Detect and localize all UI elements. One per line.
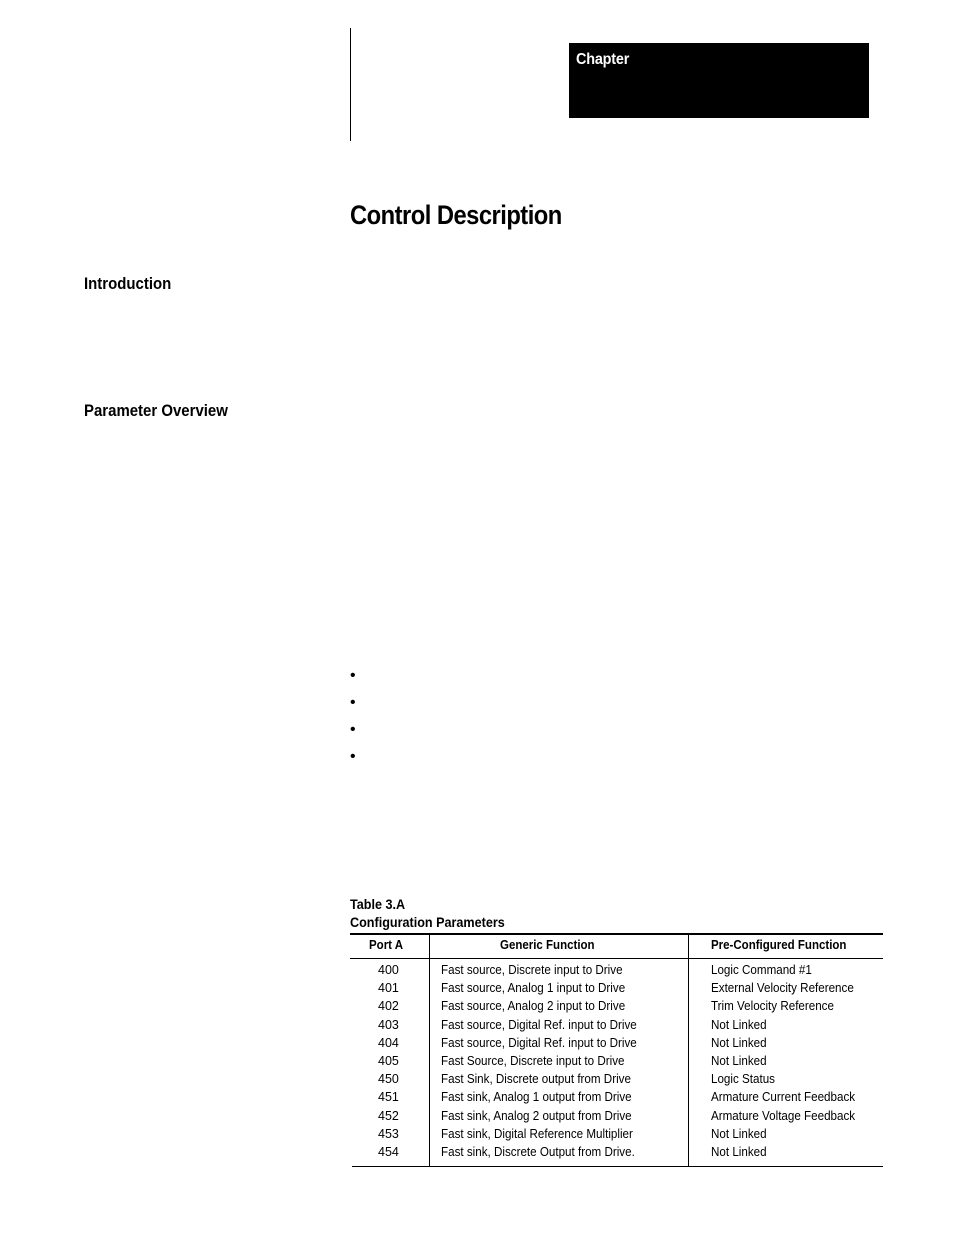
- port-cell: 405: [378, 1053, 399, 1068]
- generic-function-cell: Fast source, Analog 1 input to Drive: [441, 981, 626, 996]
- table-title: Configuration Parameters: [350, 914, 505, 930]
- generic-function-cell: Fast source, Digital Ref. input to Drive: [441, 1035, 637, 1050]
- preconfigured-function-cell: Logic Command #1: [711, 963, 812, 977]
- chapter-divider-line: [350, 28, 351, 141]
- table-row: [350, 1052, 883, 1070]
- generic-function-cell: Fast sink, Digital Reference Multiplier: [441, 1126, 633, 1141]
- chapter-label: Chapter: [576, 51, 630, 68]
- generic-function-cell: Fast Sink, Discrete output from Drive: [441, 1072, 631, 1087]
- port-cell: 400: [378, 963, 399, 977]
- heading-introduction: Introduction: [84, 274, 172, 293]
- table-row: [350, 1070, 883, 1088]
- preconfigured-function-cell: Logic Status: [711, 1072, 775, 1087]
- port-cell: 402: [378, 999, 399, 1014]
- port-cell: 452: [378, 1108, 399, 1123]
- port-cell: 403: [378, 1017, 399, 1032]
- port-cell: 451: [378, 1090, 399, 1105]
- page-title: Control Description: [350, 200, 562, 230]
- table-number: Table 3.A: [350, 896, 406, 912]
- table-row: [350, 1143, 883, 1161]
- generic-function-cell: Fast source, Digital Ref. input to Drive: [441, 1017, 637, 1032]
- port-cell: 454: [378, 1144, 399, 1159]
- preconfigured-function-cell: Trim Velocity Reference: [711, 999, 834, 1014]
- table-row: [350, 961, 883, 979]
- preconfigured-function-cell: Not Linked: [711, 1053, 767, 1068]
- table-body: [350, 961, 883, 1161]
- table-row: [350, 1088, 883, 1106]
- port-cell: 453: [378, 1126, 399, 1141]
- column-header-generic-function: Generic Function: [500, 938, 595, 952]
- table-row: [350, 1034, 883, 1052]
- table-row: [350, 1107, 883, 1125]
- bullet-marker: •: [350, 748, 356, 765]
- bullet-marker: •: [350, 721, 356, 738]
- column-header-port: Port A: [369, 938, 404, 952]
- preconfigured-function-cell: Not Linked: [711, 1126, 767, 1141]
- heading-parameter-overview: Parameter Overview: [84, 401, 228, 420]
- table-bottom-rule: [352, 1166, 883, 1167]
- table-row: [350, 1016, 883, 1034]
- preconfigured-function-cell: Armature Voltage Feedback: [711, 1108, 856, 1123]
- preconfigured-function-cell: Not Linked: [711, 1017, 767, 1032]
- generic-function-cell: Fast sink, Analog 2 output from Drive: [441, 1108, 632, 1123]
- generic-function-cell: Fast sink, Discrete Output from Drive.: [441, 1144, 635, 1159]
- port-cell: 401: [378, 981, 399, 996]
- table-row: [350, 979, 883, 997]
- preconfigured-function-cell: Not Linked: [711, 1144, 767, 1159]
- bullet-marker: •: [350, 667, 356, 684]
- generic-function-cell: Fast source, Discrete input to Drive: [441, 963, 623, 977]
- chapter-tab: [569, 43, 869, 118]
- port-cell: 404: [378, 1035, 399, 1050]
- preconfigured-function-cell: Armature Current Feedback: [711, 1090, 856, 1105]
- port-cell: 450: [378, 1072, 399, 1087]
- bullet-marker: •: [350, 694, 356, 711]
- generic-function-cell: Fast source, Analog 2 input to Drive: [441, 999, 626, 1014]
- column-header-preconfigured-function: Pre-Configured Function: [711, 938, 847, 952]
- configuration-parameters-table: [350, 933, 883, 1167]
- table-caption: [350, 895, 505, 931]
- table-row: [350, 1125, 883, 1143]
- table-row: [350, 997, 883, 1015]
- generic-function-cell: Fast sink, Analog 1 output from Drive: [441, 1090, 632, 1105]
- preconfigured-function-cell: Not Linked: [711, 1035, 767, 1050]
- preconfigured-function-cell: External Velocity Reference: [711, 981, 854, 996]
- generic-function-cell: Fast Source, Discrete input to Drive: [441, 1053, 625, 1068]
